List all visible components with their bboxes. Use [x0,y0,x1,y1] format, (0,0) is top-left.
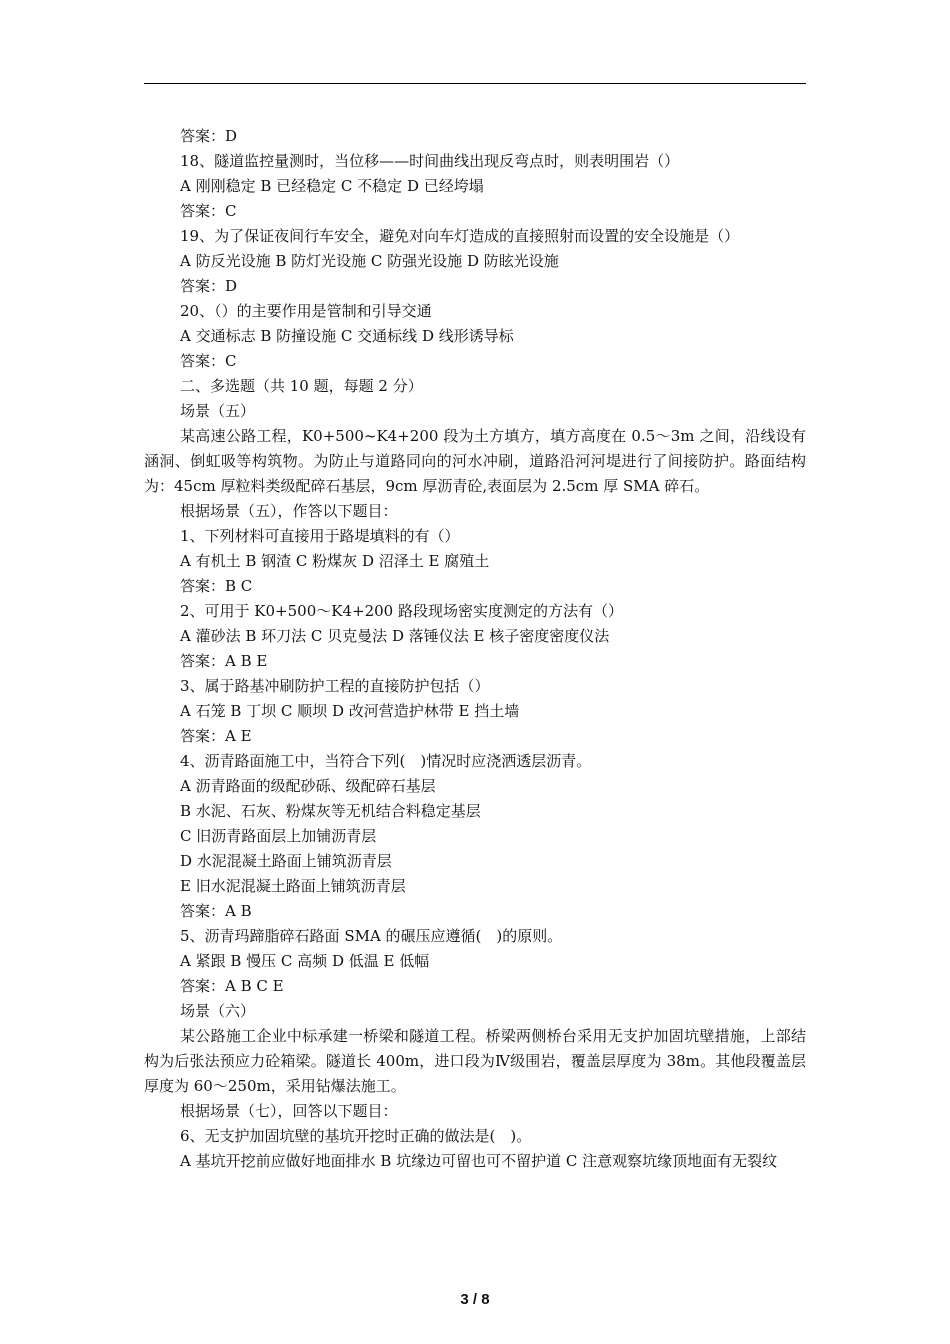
answer-20: 答案：C [180,352,237,370]
answer-18: 答案：C [180,202,237,220]
option-m4-c: C 旧沥青路面层上加铺沥青层 [180,827,377,845]
options-m1: A 有机土 B 钢渣 C 粉煤灰 D 沼泽土 E 腐殖土 [180,552,490,570]
answer-m2: 答案：A B E [180,652,268,670]
options-m5: A 紧跟 B 慢压 C 高频 D 低温 E 低幅 [180,952,430,970]
section-heading-multi-choice: 二、多选题（共 10 题，每题 2 分） [180,377,423,395]
question-m3: 3、属于路基冲刷防护工程的直接防护包括（） [180,677,490,695]
question-m5: 5、沥青玛蹄脂碎石路面 SMA 的碾压应遵循( )的原则。 [180,927,563,945]
answer-m3: 答案：A E [180,727,252,745]
header-rule [144,83,806,84]
options-m3: A 石笼 B 丁坝 C 顺坝 D 改河营造护林带 E 挡土墙 [180,702,520,720]
answer-m4: 答案：A B [180,902,252,920]
scenario-6-heading: 场景（六） [180,1002,256,1020]
question-m1: 1、下列材料可直接用于路堤填料的有（） [180,527,460,545]
page-number: 3 / 8 [460,1291,490,1308]
question-18: 18、隧道监控量测时，当位移——时间曲线出现反弯点时，则表明围岩（） [180,152,680,170]
option-m4-a: A 沥青路面的级配砂砾、级配碎石基层 [180,777,436,795]
scenario-5-heading: 场景（五） [180,402,256,420]
answer-m5: 答案：A B C E [180,977,284,995]
option-m4-b: B 水泥、石灰、粉煤灰等无机结合料稳定基层 [180,802,481,820]
question-20: 20、（）的主要作用是管制和引导交通 [180,302,432,320]
scenario-6-instruction: 根据场景（七），回答以下题目： [180,1102,398,1120]
options-m2: A 灌砂法 B 环刀法 C 贝克曼法 D 落锤仪法 E 核子密度密度仪法 [180,627,610,645]
question-m4: 4、沥青路面施工中，当符合下列( )情况时应浇洒透层沥青。 [180,752,592,770]
options-20: A 交通标志 B 防撞设施 C 交通标线 D 线形诱导标 [180,327,514,345]
answer-m1: 答案：B C [180,577,253,595]
question-19: 19、为了保证夜间行车安全，避免对向车灯造成的直接照射而设置的安全设施是（） [180,227,740,245]
option-m4-d: D 水泥混凝土路面上铺筑沥青层 [180,852,392,870]
scenario-5-instruction: 根据场景（五），作答以下题目： [180,502,398,520]
options-18: A 刚刚稳定 B 已经稳定 C 不稳定 D 已经垮塌 [180,177,484,195]
options-19: A 防反光设施 B 防灯光设施 C 防强光设施 D 防眩光设施 [180,252,559,270]
answer-19: 答案：D [180,277,238,295]
answer-17: 答案：D [180,127,238,145]
document-body [144,124,806,1174]
option-m4-e: E 旧水泥混凝土路面上铺筑沥青层 [180,877,406,895]
question-m6: 6、无支护加固坑壁的基坑开挖时正确的做法是( )。 [180,1127,532,1145]
scenario-6-text: 某公路施工企业中标承建一桥梁和隧道工程。桥梁两侧桥台采用无支护加固坑壁措施，上部结构为后张法预应力砼箱梁。隧道长 400m，进口段为Ⅳ级围岩，覆盖层厚度为 38m。其他段覆盖层厚度为 60～250m，采用钻爆法施工。 [144,1027,806,1095]
options-m6: A 基坑开挖前应做好地面排水 B 坑缘边可留也可不留护道 C 注意观察坑缘顶地面有无裂纹 [180,1152,778,1170]
scenario-5-text: 某高速公路工程，K0+500~K4+200 段为土方填方，填方高度在 0.5～3m 之间，沿线设有涵洞、倒虹吸等构筑物。为防止与道路同向的河水冲刷，道路沿河河堤进行了间接防护。路面结构为：45cm 厚粒料类级配碎石基层，9cm 厚沥青砼,表面层为 2.5cm 厚 SMA 碎石。 [144,427,806,495]
question-m2: 2、可用于 K0+500～K4+200 路段现场密实度测定的方法有（） [180,602,623,620]
